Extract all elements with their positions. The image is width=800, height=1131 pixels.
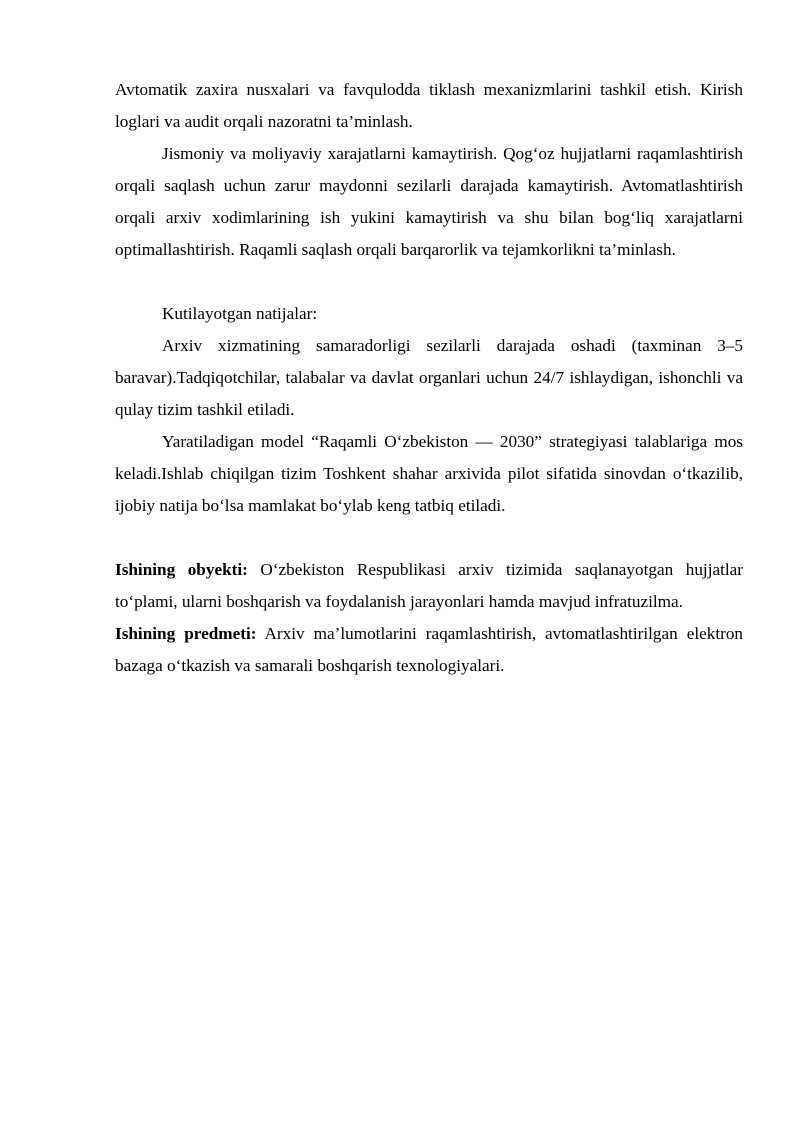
research-subject-label: Ishining predmeti:	[115, 624, 257, 643]
research-subject-text: Arxiv ma’lumotlarini raqamlashtirish, avtomatlashtirilgan elektron bazaga o‘tkazish va samarali boshqarish texnologiyalari.	[115, 624, 744, 675]
paragraph-cost-reduction: Jismoniy va moliyaviy xarajatlarni kamaytirish. Qog‘oz hujjatlarni raqamlashtirish orqali saqlash uchun zarur maydonni sezilarli darajada kamaytirish. Avtomatlashtirish orqali arxiv xodimlarining ish yukini kamaytirish va shu bilan bog‘liq xarajatlarni optimallashtirish. Raqamli saqlash orqali barqarorlik va tejamkorlikni ta’minlash.	[115, 144, 743, 259]
paragraph-efficiency: Arxiv xizmatining samaradorligi sezilarli darajada oshadi (taxminan 3–5 baravar).Tadqiqotchilar, talabalar va davlat organlari uchun 24/7 ishlaydigan, ishonchli va qulay tizim tashkil etiladi.	[115, 336, 743, 419]
paragraph-model: Yaratiladigan model “Raqamli O‘zbekiston — 2030” strategiyasi talablariga mos keladi.Ishlab chiqilgan tizim Toshkent shahar arxivida pilot sifatida sinovdan o‘tkazilib, ijobiy natija bo‘lsa mamlakat bo‘ylab keng tatbiq etiladi.	[115, 432, 743, 515]
research-object-label: Ishining obyekti:	[115, 560, 248, 579]
paragraph-backup: Avtomatik zaxira nusxalari va favqulodda tiklash mexanizmlarini tashkil etish. Kirish loglari va audit orqali nazoratni ta’minlash.	[115, 80, 743, 131]
spacer	[115, 266, 743, 298]
spacer	[115, 522, 743, 554]
paragraph-research-object	[115, 554, 743, 618]
paragraph-research-subject	[115, 618, 743, 682]
results-heading: Kutilayotgan natijalar:	[162, 304, 318, 323]
document-page	[115, 74, 743, 682]
research-object-text: O‘zbekiston Respublikasi arxiv tizimida saqlanayotgan hujjatlar to‘plami, ularni boshqarish va foydalanish jarayonlari hamda mavjud infratuzilma.	[115, 560, 743, 611]
